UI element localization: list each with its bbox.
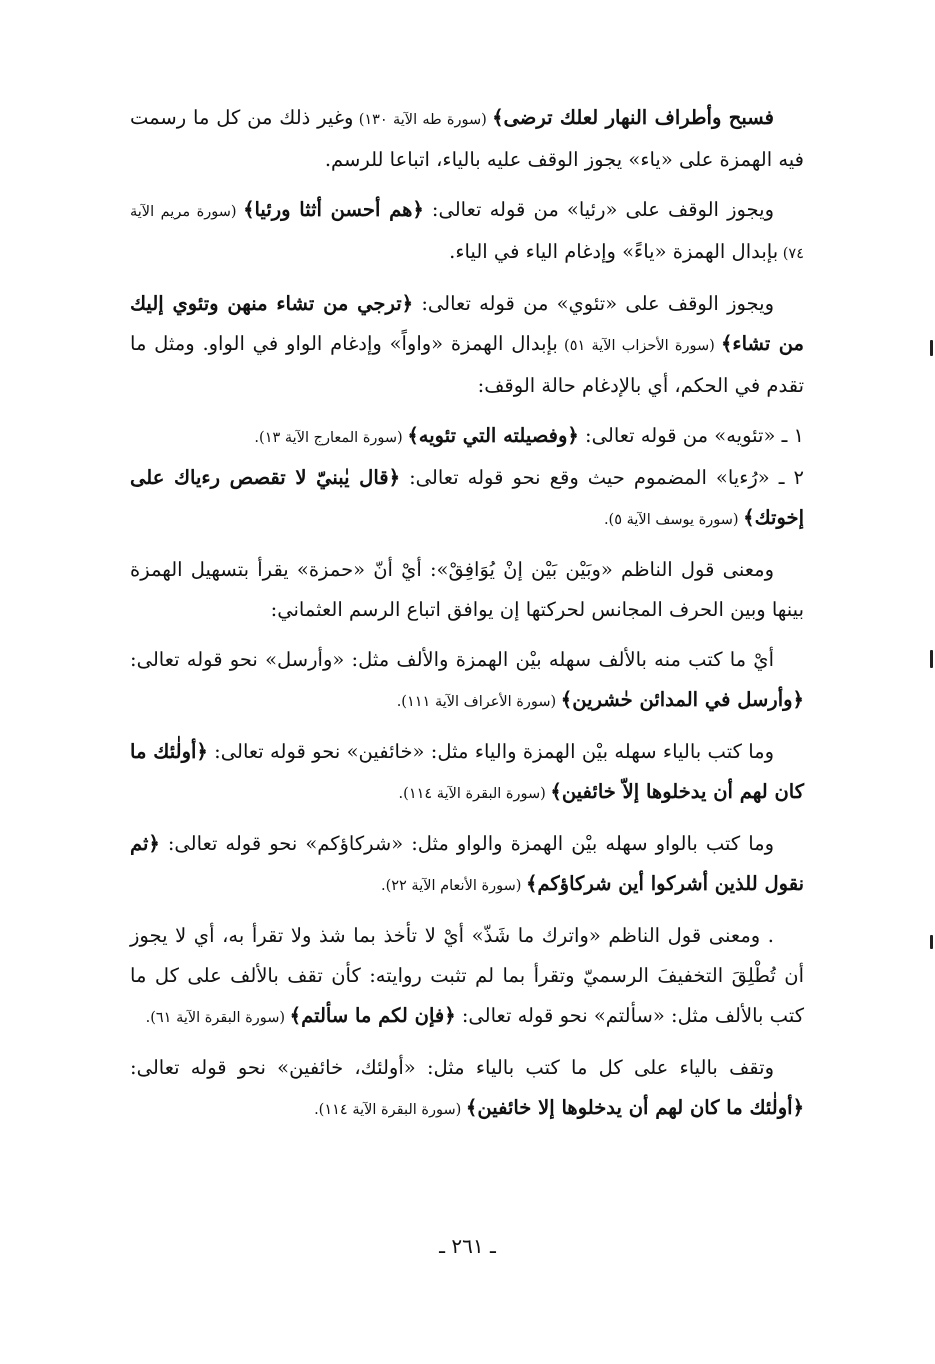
quran-quote: ﴿ثم نقول للذين أشركوا أين شركاؤكم﴾ <box>130 832 804 895</box>
verse-reference: (سورة الأنعام الآية ٢٢). <box>380 878 526 894</box>
paragraph <box>130 732 804 814</box>
quran-quote: ﴿قال يٰبنيّ لا تقصص رءياك على إخوتك﴾ <box>130 466 804 529</box>
paragraph <box>130 824 804 906</box>
verse-reference: (سورة البقرة الآية ٦١). <box>145 1010 290 1026</box>
paragraphs-block-2 <box>130 550 804 1130</box>
verse-reference: (سورة طه الآية ١٣٠) <box>353 112 493 128</box>
paragraph <box>130 1048 804 1130</box>
scan-edge-mark <box>930 935 933 949</box>
body-text: وغير ذلك من كل ما رسمت فيه الهمزة على «ياء» يجوز الوقف عليه بالياء، اتباعا للرسم. <box>130 106 804 171</box>
list-item <box>130 416 804 458</box>
quran-quote: ﴿فإن لكم ما سألتم﴾ <box>289 1004 456 1027</box>
list-item <box>130 458 804 540</box>
body-text: بإبدال الهمزة «ياءً» وإدغام الياء في الياء. <box>449 240 779 263</box>
quran-quote: ﴿وأرسل في المدائن حٰشرين﴾ <box>560 688 804 711</box>
verse-reference: (سورة البقرة الآية ١١٤). <box>398 786 551 802</box>
body-text: ١ ـ «تئويه» من قوله تعالى: <box>578 424 804 447</box>
quran-quote: فسبح وأطراف النهار لعلك ترضى﴾ <box>492 106 774 129</box>
verse-reference: (سورة الأعراف الآية ١١١). <box>396 694 561 710</box>
paragraph <box>130 284 804 406</box>
paragraph <box>130 98 804 180</box>
quran-quote: ﴿وفصيلته التي تئويه﴾ <box>407 424 579 447</box>
body-text: وما كتب بالواو سهله بيْن الهمزة والواو مثل: «شركاؤكم» نحو قوله تعالى: <box>159 832 774 855</box>
page-number: ـ ٢٦١ ـ <box>439 1234 496 1258</box>
scan-edge-mark <box>930 340 933 356</box>
paragraph <box>130 640 804 722</box>
body-text: بإبدال الهمزة «واواً» وإدغام الواو في الواو. ومثل ما تقدم في الحكم، أي بالإدغام حالة الوقف: <box>130 332 804 397</box>
paragraph <box>130 550 804 630</box>
body-text: ومعنى قول الناظم «وبَيْن بَيْن إنْ يُوَافِقْ»: أيْ أنّ «حمزة» يقرأ بتسهيل الهمزة بينها وبين الحرف المجانس لحركتها إن يوافق اتباع الرسم العثماني: <box>130 558 804 621</box>
quran-quote: ﴿ترجي من تشاء منهن وتئوي إليك من تشاء﴾ <box>130 292 804 355</box>
body-text: وما كتب بالياء سهله بيْن الهمزة والياء مثل: «خائفين» نحو قوله تعالى: <box>207 740 775 763</box>
paragraph <box>130 190 804 274</box>
body-text: ويجوز الوقف على «رئيا» من قوله تعالى: <box>423 198 774 221</box>
body-text: . ومعنى قول الناظم «واترك ما شَذّ» أيْ لا تأخذ بما شذ ولا تقرأ به، أي لا يجوز أن تُطْلِقَ التخفيفَ الرسميّ وتقرأ بما لم تثبت روايته: كأن تقف بالألف على كل ما كتب بالألف مثل: «سألتم» نحو قوله تعالى: <box>130 924 804 1027</box>
body-text: ٢ ـ «رُءيا» المضموم حيث وقع نحو قوله تعالى: <box>400 466 804 489</box>
paragraphs-block <box>130 98 804 406</box>
quran-quote: ﴿أولٰئك ما كان لهم أن يدخلوها إلاّ خائفين﴾ <box>130 740 804 803</box>
body-text: وتقف بالياء على كل ما كتب بالياء مثل: «أولئك، خائفين» نحو قوله تعالى: <box>130 1056 774 1079</box>
quran-quote: ﴿أولٰئك ما كان لهم أن يدخلوها إلا خائفين﴾ <box>465 1096 804 1119</box>
verse-reference: (سورة البقرة الآية ١١٤). <box>314 1102 466 1118</box>
verse-reference: (سورة يوسف الآية ٥). <box>603 512 744 528</box>
paragraph <box>130 916 804 1038</box>
body-text: أيْ ما كتب منه بالألف سهله بيْن الهمزة والألف مثل: «وأرسل» نحو قوله تعالى: <box>130 648 774 671</box>
verse-reference: (سورة الأحزاب الآية ٥١) <box>557 338 721 354</box>
verse-reference: (سورة المعارج الآية ١٣). <box>254 430 408 446</box>
verse-reference: (سورة مريم الآية ٧٤) <box>130 204 804 262</box>
quran-quote: ﴿هم أحسن أثثا ورئيا﴾ <box>243 198 424 221</box>
body-text: ويجوز الوقف على «تئوي» من قوله تعالى: <box>413 292 774 315</box>
scan-edge-mark <box>930 650 933 668</box>
document-body <box>130 98 804 1140</box>
numbered-list <box>130 416 804 540</box>
